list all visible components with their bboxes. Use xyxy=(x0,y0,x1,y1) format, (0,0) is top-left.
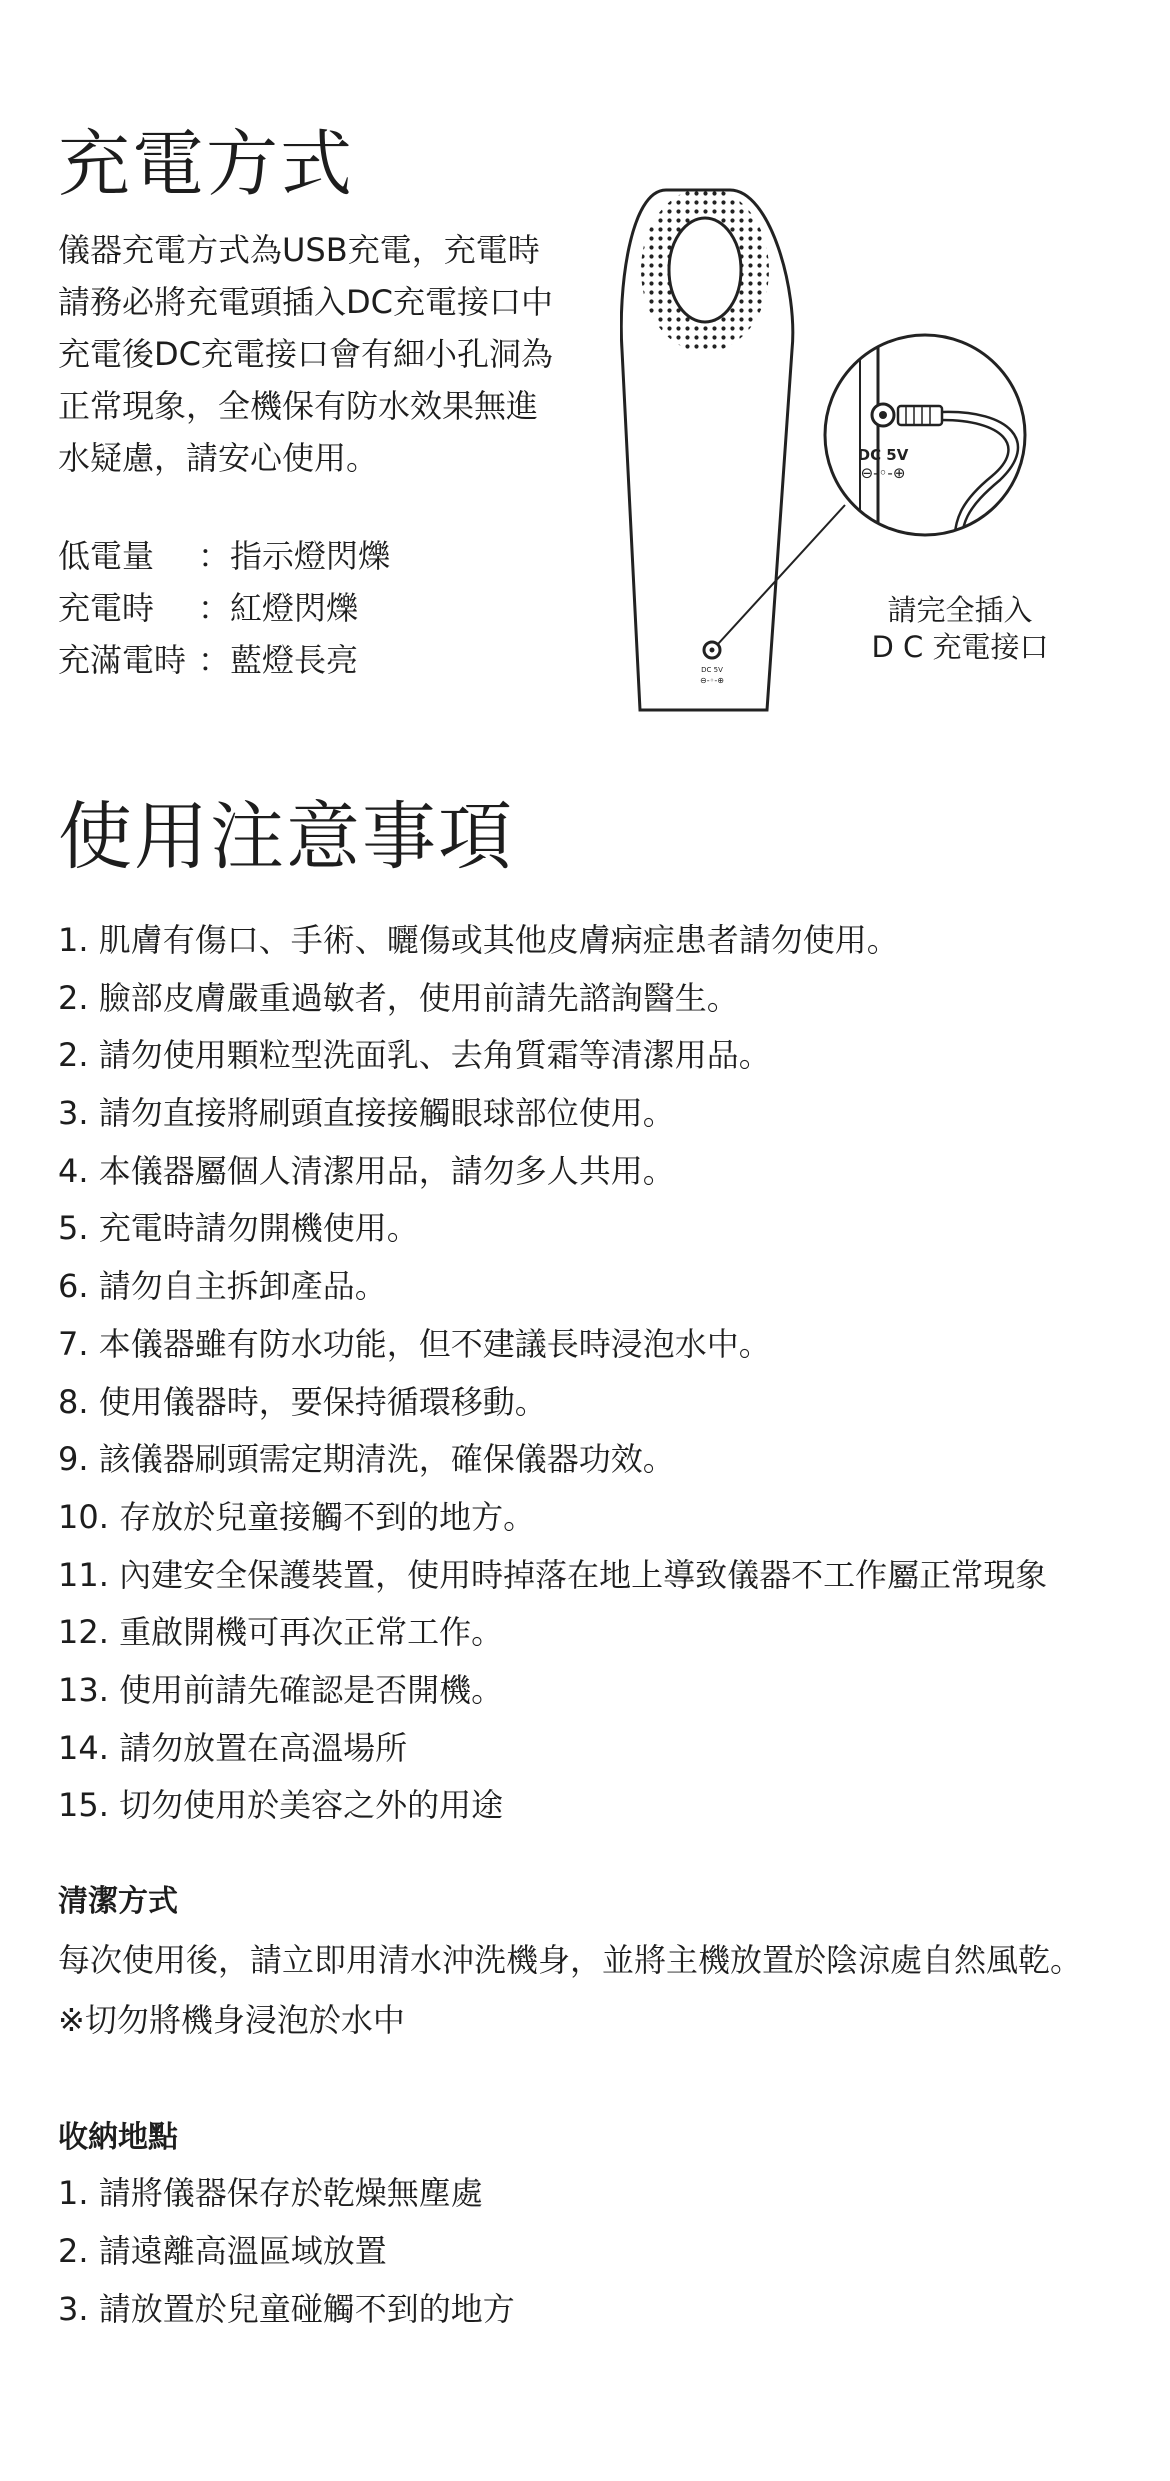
list-item: 9. 該儀器刷頭需定期清洗，確保儀器功效。 xyxy=(58,1440,675,1479)
status-value: ：紅燈閃爍 xyxy=(198,589,359,627)
callout-line-1: 請完全插入 xyxy=(887,593,1033,627)
status-label: 充滿電時 xyxy=(58,641,187,679)
status-value: ：指示燈閃爍 xyxy=(198,537,391,575)
port-label: DC 5V xyxy=(857,446,909,464)
cleaning-text xyxy=(58,1930,1082,2050)
status-value: ：藍燈長亮 xyxy=(198,641,359,679)
charging-diagram xyxy=(620,180,1160,740)
charging-title: 充電方式 xyxy=(58,122,355,206)
svg-text:⊖-◦-⊕: ⊖-◦-⊕ xyxy=(860,464,906,482)
svg-text:⊖-◦-⊕: ⊖-◦-⊕ xyxy=(700,676,724,685)
notes-title: 使用注意事項 xyxy=(58,794,514,880)
charging-status-list xyxy=(58,530,390,686)
list-item: 1. 肌膚有傷口、手術、曬傷或其他皮膚病症患者請勿使用。 xyxy=(58,921,899,959)
cleaning-heading: 清潔方式 xyxy=(58,1884,178,1919)
list-item: 14. 請勿放置在高溫場所 xyxy=(58,1728,408,1767)
storage-heading: 收納地點 xyxy=(58,2120,178,2155)
list-item: 1. 請將儀器保存於乾燥無塵處 xyxy=(58,2174,483,2212)
list-item: 12. 重啟開機可再次正常工作。 xyxy=(58,1613,504,1652)
paragraph-line: 正常現象，全機保有防水效果無進 xyxy=(58,387,539,425)
cleaning-line: 每次使用後，請立即用清水沖洗機身，並將主機放置於陰涼處自然風乾。 xyxy=(58,1941,1083,1979)
list-item: 3. 請放置於兒童碰觸不到的地方 xyxy=(58,2290,515,2328)
list-item: 7. 本儀器雖有防水功能，但不建議長時浸泡水中。 xyxy=(58,1324,771,1363)
status-label: 充電時 xyxy=(58,589,155,627)
paragraph-line: 儀器充電方式為USB充電，充電時 xyxy=(58,231,540,269)
charging-paragraph xyxy=(58,224,618,484)
status-row-full xyxy=(58,634,390,686)
paragraph-line: 請務必將充電頭插入DC充電接口中 xyxy=(58,283,553,321)
list-item: 13. 使用前請先確認是否開機。 xyxy=(58,1670,504,1709)
paragraph-line: 充電後DC充電接口會有細小孔洞為 xyxy=(58,335,553,373)
storage-list xyxy=(58,2164,515,2338)
list-item: 2. 請遠離高溫區域放置 xyxy=(58,2232,387,2270)
status-row-charging xyxy=(58,582,390,634)
list-item: 3. 請勿直接將刷頭直接接觸眼球部位使用。 xyxy=(58,1094,675,1133)
list-item: 6. 請勿自主拆卸產品。 xyxy=(58,1267,387,1306)
list-item: 5. 充電時請勿開機使用。 xyxy=(58,1209,419,1248)
status-label: 低電量 xyxy=(58,537,155,575)
notes-list xyxy=(58,912,1047,1835)
list-item: 2. 請勿使用顆粒型洗面乳、去角質霜等清潔用品。 xyxy=(58,1036,771,1075)
paragraph-line: 水疑慮，請安心使用。 xyxy=(58,439,379,477)
callout-line-2: D C 充電接口 xyxy=(871,630,1049,664)
list-item: 4. 本儀器屬個人清潔用品，請勿多人共用。 xyxy=(58,1151,675,1190)
cleaning-warning: ※切勿將機身浸泡於水中 xyxy=(58,2001,405,2039)
list-item: 2. 臉部皮膚嚴重過敏者，使用前請先諮詢醫生。 xyxy=(58,978,739,1017)
list-item: 10. 存放於兒童接觸不到的地方。 xyxy=(58,1497,536,1536)
list-item: 8. 使用儀器時，要保持循環移動。 xyxy=(58,1382,547,1421)
status-row-low xyxy=(58,530,390,582)
list-item: 11. 內建安全保護裝置，使用時掉落在地上導致儀器不工作屬正常現象 xyxy=(58,1555,1048,1594)
port-label-small: DC 5V xyxy=(701,666,723,674)
magnifier-circle xyxy=(825,335,1025,535)
list-item: 15. 切勿使用於美容之外的用途 xyxy=(58,1786,504,1825)
